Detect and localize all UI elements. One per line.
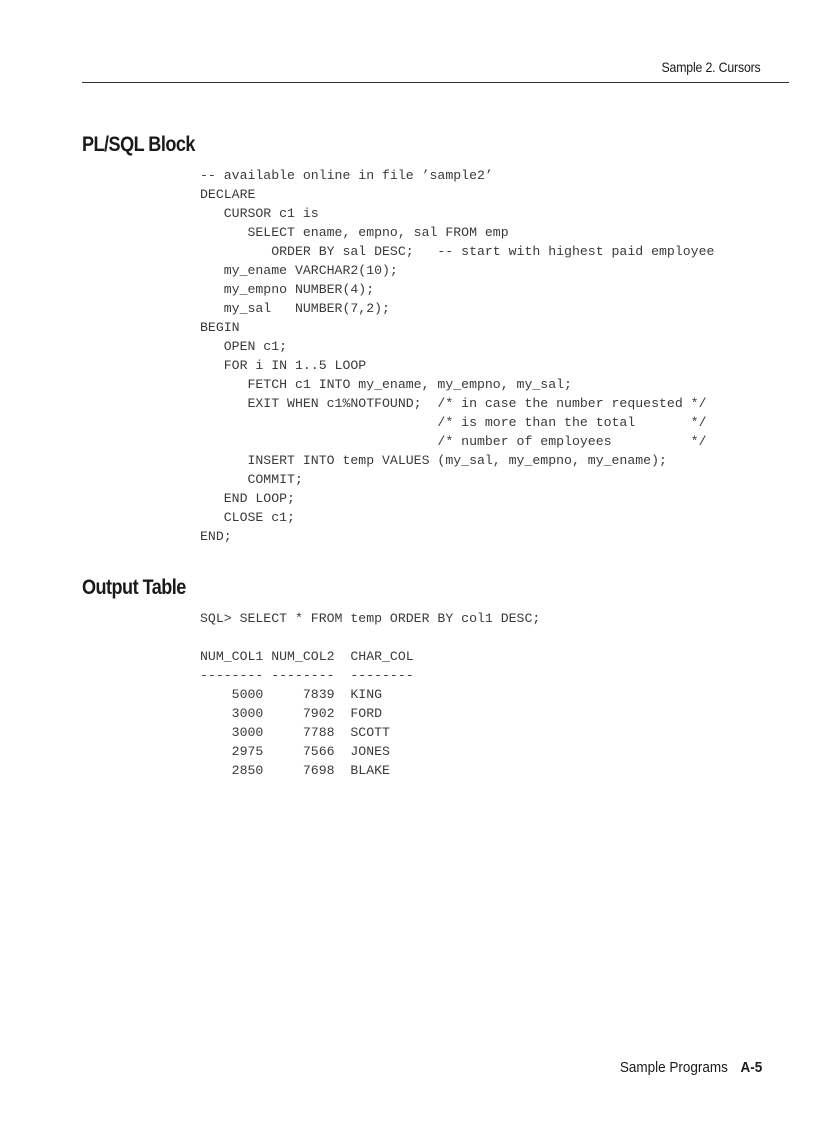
query-result-table: NUM_COL1 NUM_COL2 CHAR_COL -------- -------- -------- 5000 7839 KING 3000 7902 FORD 3000 7788 SCOTT 2975 7566 JONES 2850 7698 BLAKE bbox=[200, 649, 414, 778]
page-footer bbox=[620, 1059, 762, 1076]
header-divider bbox=[82, 82, 789, 83]
running-header: Sample 2. Cursors bbox=[661, 59, 761, 75]
footer-section-label: Sample Programs bbox=[619, 1059, 728, 1076]
output-table-heading: Output Table bbox=[82, 576, 186, 599]
plsql-code-listing: -- available online in file ’sample2’ DECLARE CURSOR c1 is SELECT ename, empno, sal FROM emp ORDER BY sal DESC; -- start with highest paid employee my_ename VARCHAR2(10); my_empno NUMBER(4); my_sal NUMBER(7,2); BEGIN OPEN c1; FOR i IN 1..5 LOOP FETCH c1 INTO my_ename, my_empno, my_sal; EXIT WHEN c1%NOTFOUND; /* in case the number requested */ /* is more than the total */ /* number of employees */ INSERT INTO temp VALUES (my_sal, my_empno, my_ename); COMMIT; END LOOP; CLOSE c1; END; bbox=[200, 168, 715, 544]
plsql-block-heading: PL/SQL Block bbox=[82, 133, 195, 156]
sql-query-line: SQL> SELECT * FROM temp ORDER BY col1 DESC; bbox=[200, 611, 541, 626]
page-number: A-5 bbox=[740, 1059, 762, 1076]
